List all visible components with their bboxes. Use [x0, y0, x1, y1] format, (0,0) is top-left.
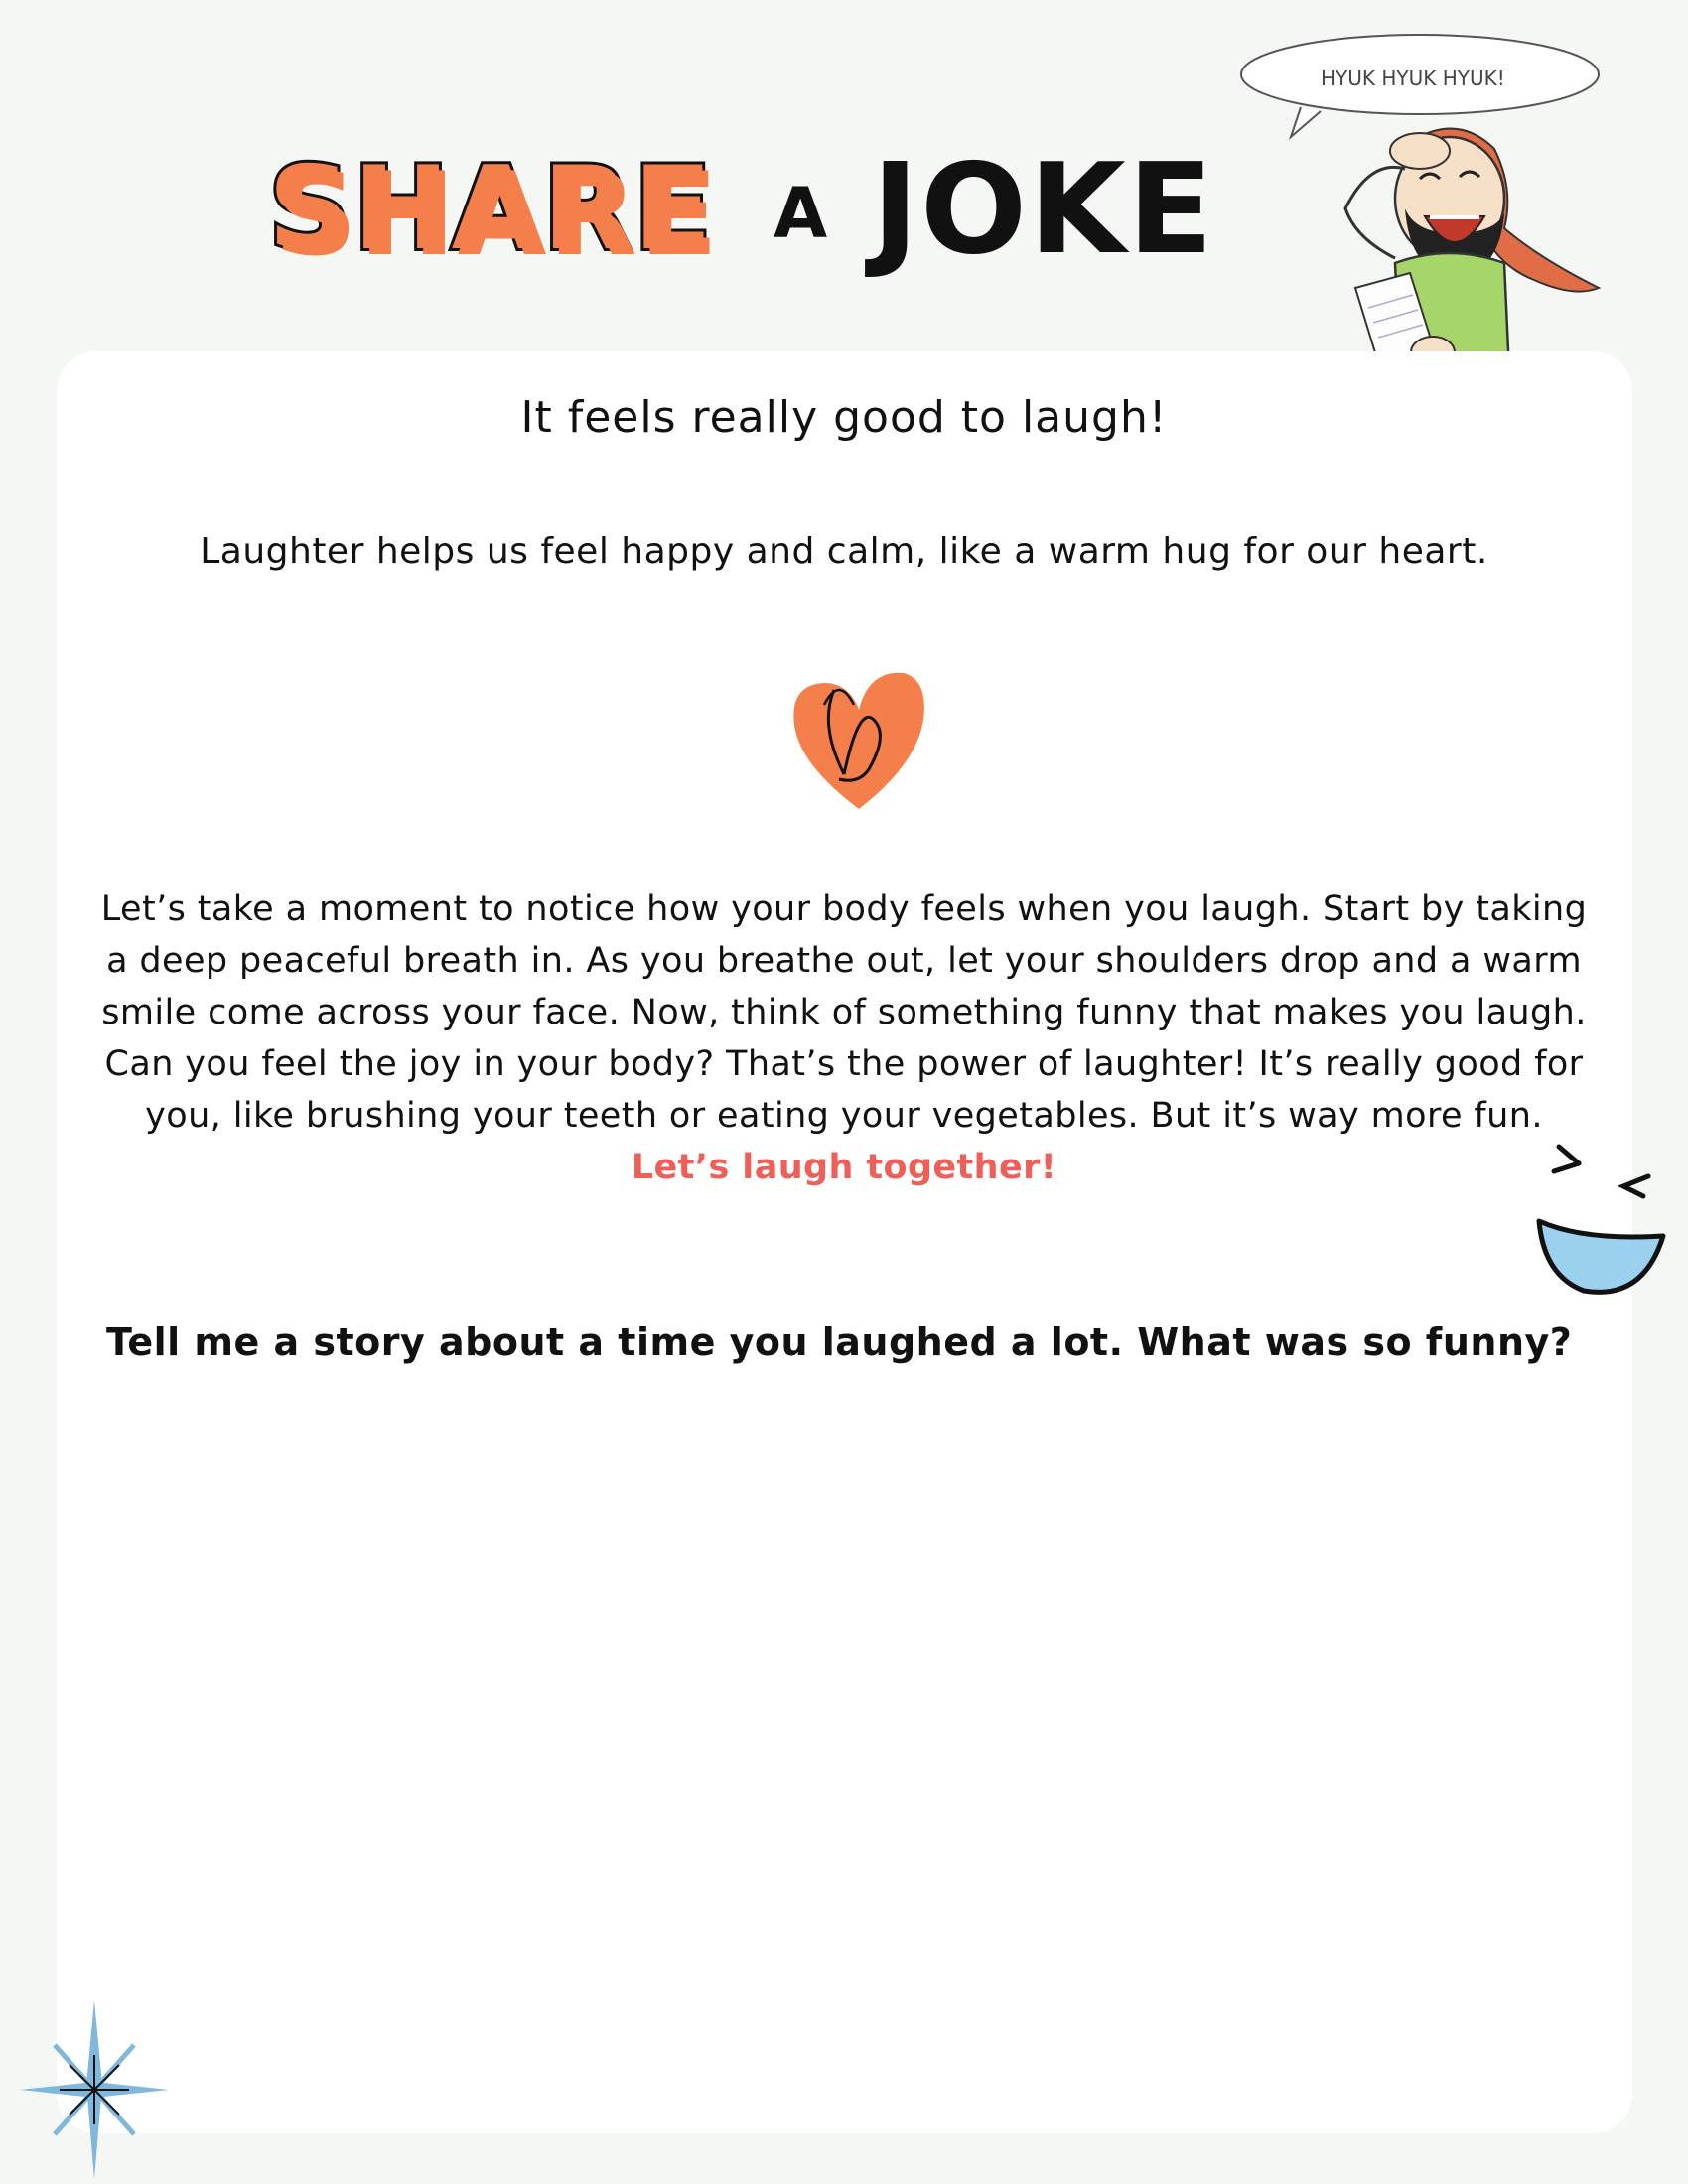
title-share: SHARE: [268, 141, 714, 276]
body-highlight: Let’s laugh together!: [631, 1148, 1057, 1187]
body-text: Let’s take a moment to notice how your body feels when you laugh. Start by taking a deep peaceful breath in. As you breathe out, let your shoulders drop and a warm smile come across your face. Now, think of something funny that makes you laugh. Can you feel the joy in your body? That’s the power of laughter! It’s really good for you, like brushing your teeth or eating your vegetables. But it’s way more fun.: [100, 889, 1588, 1136]
page-title: [268, 129, 1215, 288]
sparkle-icon: [15, 1995, 174, 2184]
laughing-face-icon: [1524, 1142, 1673, 1310]
content-card: [57, 351, 1632, 2133]
heart-icon: [789, 665, 928, 814]
body-paragraph: [99, 884, 1589, 1193]
title-a: A: [773, 173, 828, 254]
lead-text: It feels really good to laugh!: [520, 392, 1168, 443]
question-prompt: Tell me a story about a time you laughed a lot. What was so funny?: [106, 1320, 1573, 1364]
speech-bubble-text: HYUK HYUK HYUK!: [1321, 67, 1505, 90]
subtitle-text: Laughter helps us feel happy and calm, like a warm hug for our heart.: [200, 531, 1488, 572]
title-joke: JOKE: [872, 135, 1215, 282]
